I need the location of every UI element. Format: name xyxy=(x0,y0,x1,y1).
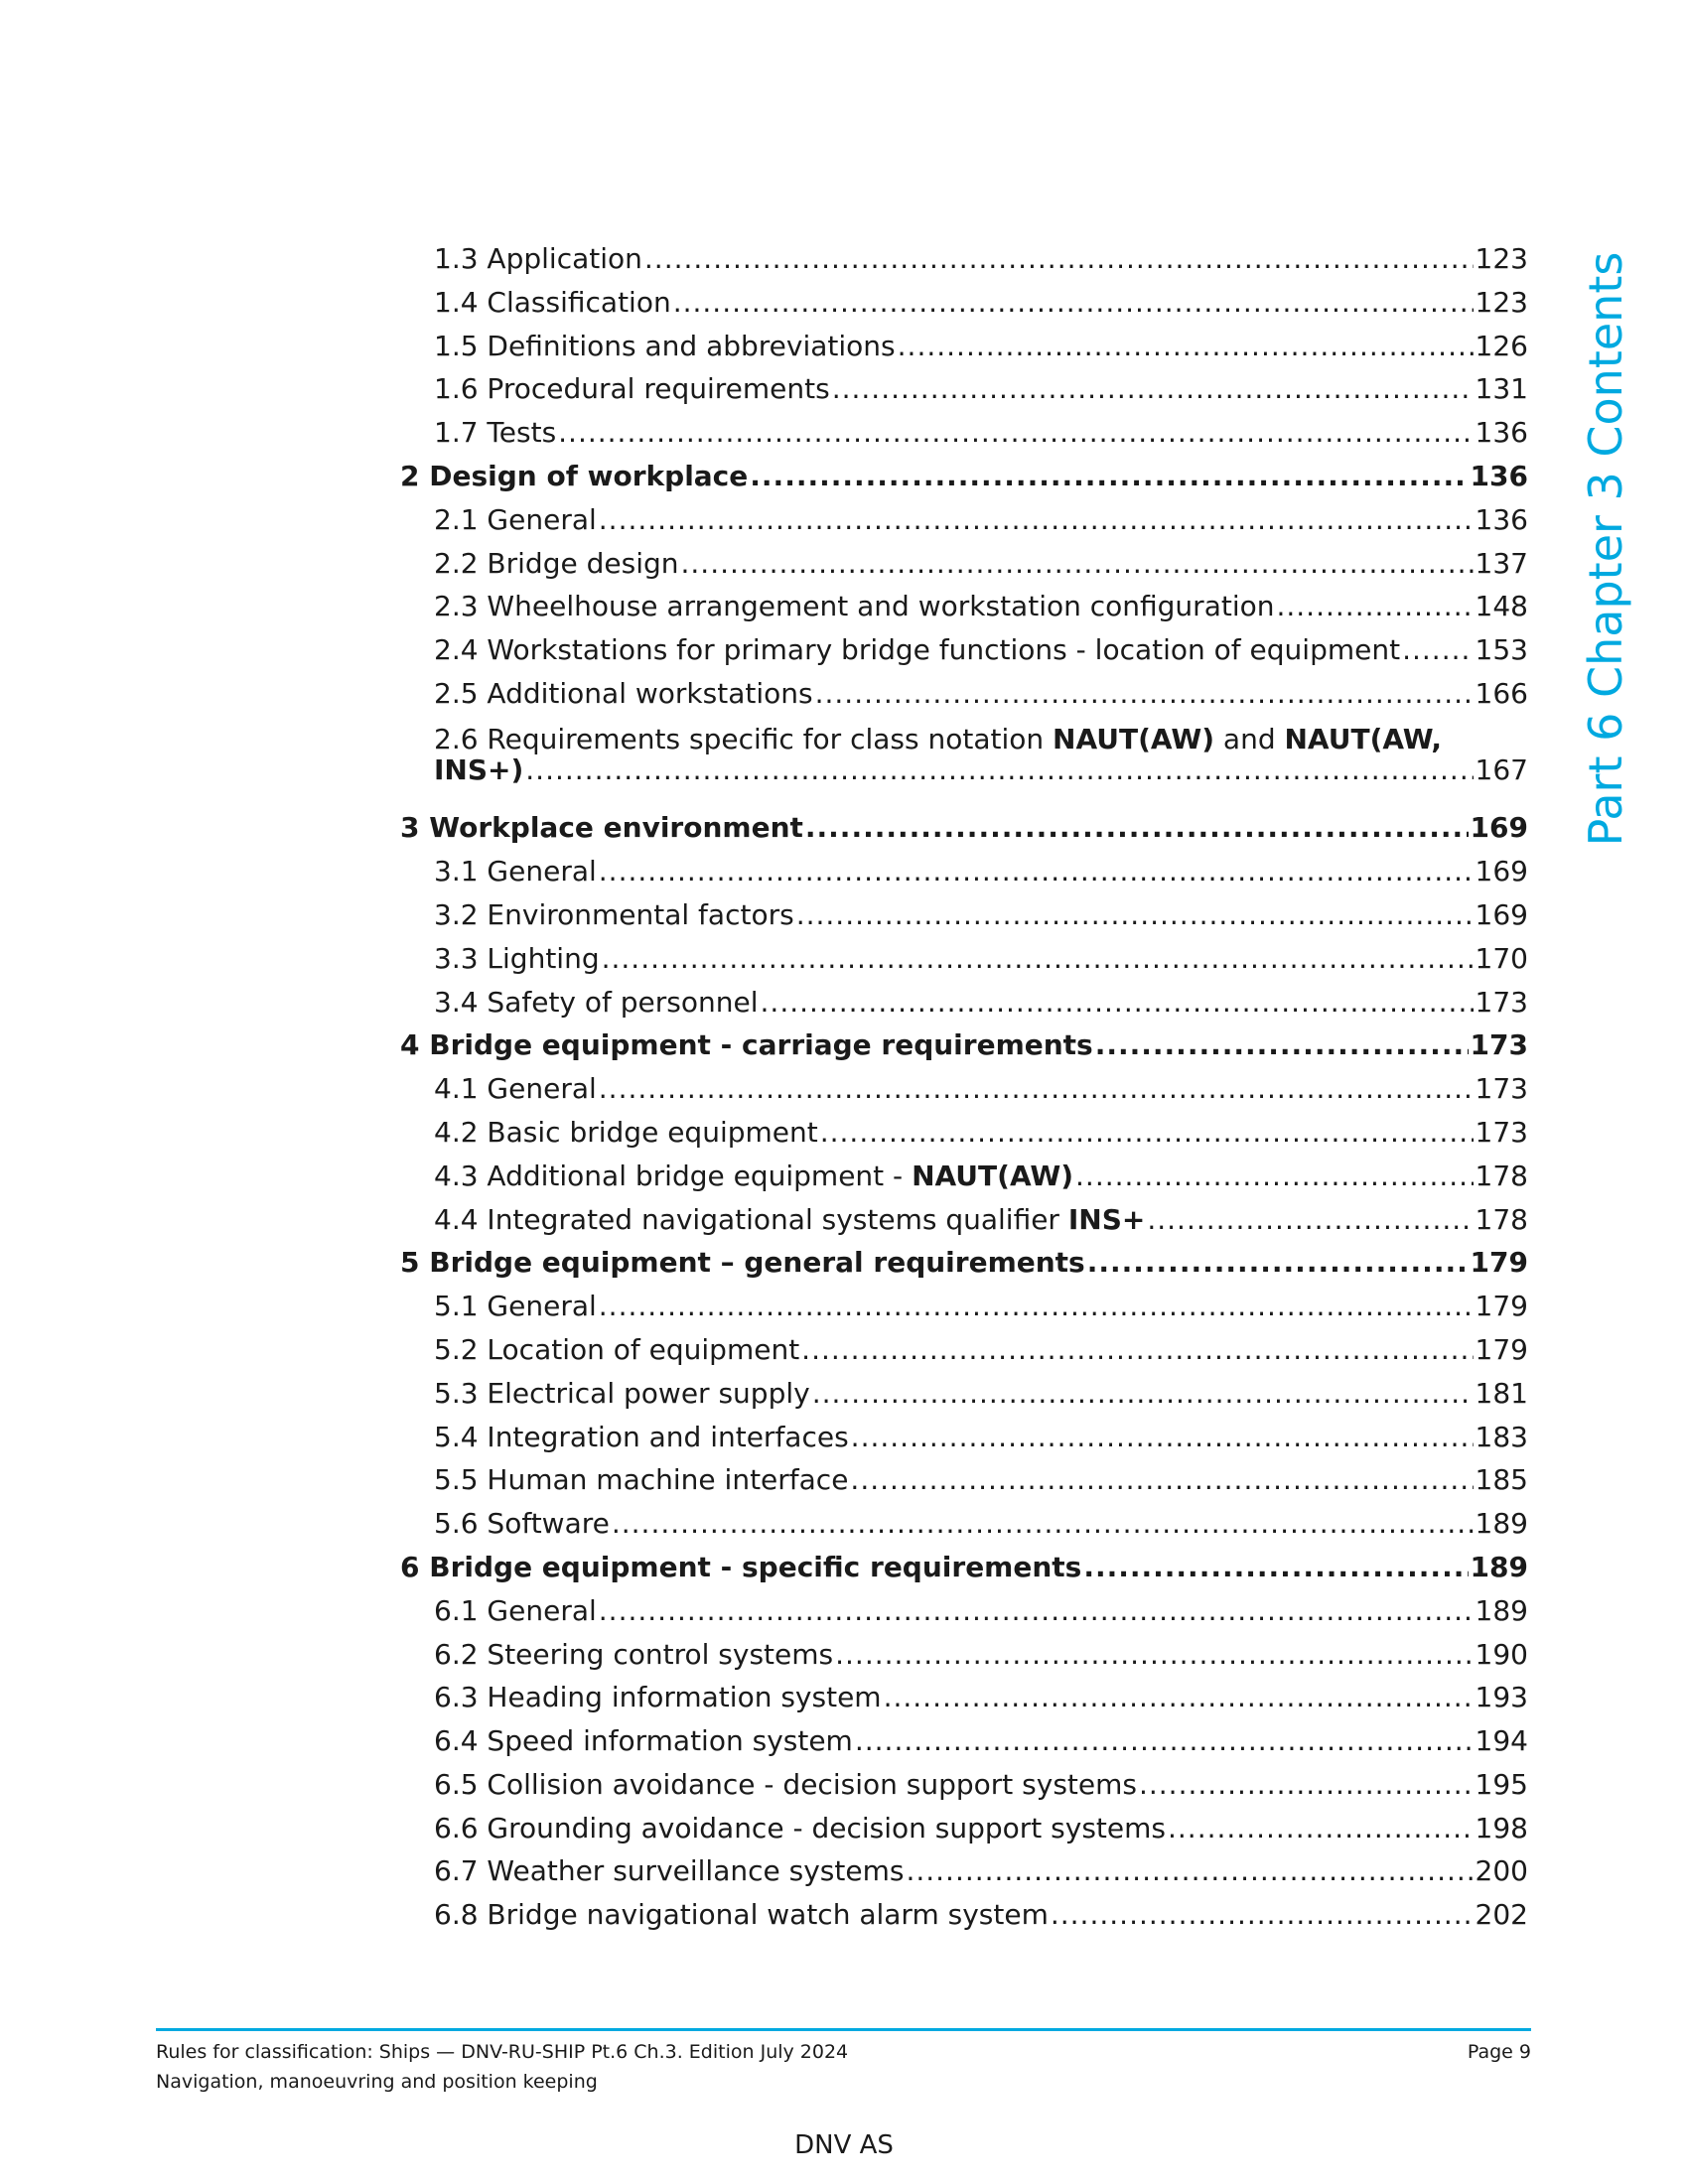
toc-entry[interactable] xyxy=(400,1812,1528,1855)
section-side-tab xyxy=(1579,251,1632,847)
dot-leader xyxy=(1276,590,1473,622)
toc-entry-text: 6.3 Heading information system xyxy=(434,1681,882,1714)
toc-section-heading[interactable] xyxy=(400,1028,1528,1072)
toc-page-number: 173 xyxy=(1475,985,1528,1019)
footer-page-number: Page 9 xyxy=(1467,2041,1531,2063)
dot-leader xyxy=(558,416,1473,449)
toc-entry[interactable] xyxy=(400,986,1528,1029)
dot-leader xyxy=(1051,1898,1474,1931)
dot-leader xyxy=(801,1333,1473,1366)
toc-entry-label xyxy=(434,242,642,275)
toc-entry-label xyxy=(400,1246,1085,1279)
toc-entry-label xyxy=(434,1898,1049,1931)
toc-entry-label xyxy=(434,1421,849,1453)
toc-entry-label xyxy=(434,1290,597,1322)
toc-entry-text: 3.3 Lighting xyxy=(434,941,600,975)
dot-leader xyxy=(796,898,1474,931)
toc-page-number: 167 xyxy=(1475,752,1528,786)
toc-page-number: 179 xyxy=(1475,1332,1528,1366)
toc-entry-text: 1.3 Application xyxy=(434,242,642,275)
toc-entry-text: 2 Design of workplace xyxy=(400,459,749,492)
dot-leader xyxy=(884,1681,1474,1713)
toc-entry[interactable] xyxy=(400,1290,1528,1333)
toc-entry-text: 2.2 Bridge design xyxy=(434,546,679,580)
toc-entry-text: 1.4 Classification xyxy=(434,285,671,319)
toc-entry-text: 2.6 Requirements specific for class notation xyxy=(434,722,1054,755)
class-notation: INS+ xyxy=(1067,1202,1146,1236)
toc-entry[interactable] xyxy=(400,1203,1528,1247)
toc-page-number: 179 xyxy=(1470,1246,1528,1280)
toc-entry-text: 5.6 Software xyxy=(434,1507,610,1541)
toc-entry[interactable] xyxy=(400,1768,1528,1812)
toc-entry-text: 3.4 Safety of personnel xyxy=(434,985,759,1019)
toc-entry-label xyxy=(434,1160,1073,1192)
toc-entry-text: 6.4 Speed information system xyxy=(434,1724,853,1758)
toc-entry-label xyxy=(434,1203,1145,1236)
dot-leader xyxy=(525,753,1473,786)
class-notation: NAUT(AW) xyxy=(912,1159,1074,1192)
toc-entry[interactable] xyxy=(400,286,1528,330)
dot-leader xyxy=(1147,1203,1473,1236)
toc-entry[interactable] xyxy=(400,416,1528,460)
toc-page-number: 170 xyxy=(1475,941,1528,975)
toc-page-number: 173 xyxy=(1475,1115,1528,1149)
toc-entry-text: 2.3 Wheelhouse arrangement and workstation configuration xyxy=(434,590,1275,623)
toc-entry-label xyxy=(434,547,679,580)
dot-leader xyxy=(820,1116,1474,1149)
toc-entry-text: 4.1 General xyxy=(434,1072,597,1106)
dot-leader xyxy=(599,855,1474,887)
toc-page-number: 181 xyxy=(1475,1376,1528,1410)
toc-entry-label xyxy=(434,1812,1166,1844)
toc-page-number: 190 xyxy=(1475,1637,1528,1671)
dot-leader xyxy=(1083,1551,1468,1583)
toc-page-number: 153 xyxy=(1475,633,1528,667)
toc-page-number: 131 xyxy=(1475,372,1528,406)
toc-section-heading[interactable] xyxy=(400,811,1528,855)
toc-entry[interactable] xyxy=(400,1116,1528,1160)
toc-page-number: 189 xyxy=(1470,1550,1528,1583)
dot-leader xyxy=(599,503,1474,536)
toc-entry-text: 1.5 Definitions and abbreviations xyxy=(434,329,896,362)
toc-entry-text: 3.1 General xyxy=(434,855,597,888)
side-tab-label: Part 6 Chapter 3 Contents xyxy=(1579,251,1632,847)
toc-entry-label xyxy=(434,1638,833,1671)
toc-page-number: 137 xyxy=(1475,546,1528,580)
toc-entry-label xyxy=(434,1507,610,1540)
toc-entry-label-line1 xyxy=(434,722,1528,755)
toc-page-number: 173 xyxy=(1475,1072,1528,1106)
dot-leader xyxy=(750,460,1468,492)
toc-entry-label xyxy=(434,1724,853,1757)
toc-entry[interactable] xyxy=(400,1463,1528,1507)
dot-leader xyxy=(898,330,1474,362)
toc-page-number: 169 xyxy=(1475,897,1528,931)
toc-page-number: 198 xyxy=(1475,1811,1528,1844)
dot-leader xyxy=(1087,1246,1469,1279)
toc-page-number: 189 xyxy=(1475,1507,1528,1541)
footer-divider xyxy=(156,2028,1531,2031)
toc-entry-label xyxy=(434,590,1274,622)
dot-leader xyxy=(1139,1768,1474,1801)
dot-leader xyxy=(812,1377,1474,1410)
toc-entry-text: 6.8 Bridge navigational watch alarm system xyxy=(434,1898,1049,1932)
dot-leader xyxy=(850,1463,1473,1496)
toc-entry-label xyxy=(434,1681,882,1713)
toc-entry[interactable] xyxy=(400,330,1528,373)
toc-entry[interactable] xyxy=(400,1160,1528,1203)
toc-entry-label xyxy=(434,330,896,362)
toc-page-number: 123 xyxy=(1475,285,1528,319)
toc-entry-label xyxy=(434,633,1400,666)
footer-company-name: DNV AS xyxy=(794,2130,894,2160)
toc-page-number: 178 xyxy=(1475,1159,1528,1192)
toc-page-number: 169 xyxy=(1475,855,1528,888)
dot-leader xyxy=(1095,1028,1469,1061)
toc-entry-text: 3 Workplace environment xyxy=(400,811,803,845)
toc-entry[interactable] xyxy=(400,855,1528,898)
toc-entry[interactable] xyxy=(400,1377,1528,1421)
toc-entry-label xyxy=(434,1333,799,1366)
toc-entry[interactable] xyxy=(400,242,1528,286)
dot-leader xyxy=(835,1638,1473,1671)
toc-entry[interactable] xyxy=(400,1333,1528,1377)
toc-entry-text: 5.3 Electrical power supply xyxy=(434,1376,810,1410)
dot-leader xyxy=(602,942,1474,975)
toc-page-number: 173 xyxy=(1470,1028,1528,1062)
toc-entry-label-line2 xyxy=(434,753,1528,797)
toc-entry-label xyxy=(434,372,830,405)
dot-leader xyxy=(805,811,1469,844)
toc-entry-text: 5.1 General xyxy=(434,1290,597,1323)
toc-entry[interactable] xyxy=(400,1854,1528,1898)
toc-entry-text: 5.2 Location of equipment xyxy=(434,1332,800,1366)
toc-entry-label xyxy=(434,503,597,536)
toc-page-number: 136 xyxy=(1470,459,1528,492)
toc-entry-label xyxy=(400,1551,1081,1583)
toc-entry-label xyxy=(434,1854,904,1887)
toc-page-number: 183 xyxy=(1475,1420,1528,1453)
toc-page-number: 202 xyxy=(1475,1898,1528,1932)
toc-entry[interactable] xyxy=(400,677,1528,721)
toc-entry[interactable] xyxy=(400,547,1528,591)
toc-entry[interactable] xyxy=(400,372,1528,416)
toc-entry-text: 4.3 Additional bridge equipment - xyxy=(434,1159,913,1192)
toc-entry-label xyxy=(434,1116,818,1149)
toc-section-heading[interactable] xyxy=(400,460,1528,503)
toc-entry-text: 2.4 Workstations for primary bridge functions - location of equipment xyxy=(434,633,1401,667)
toc-entry-text: and xyxy=(1214,722,1285,755)
toc-page-number: 194 xyxy=(1475,1724,1528,1758)
toc-entry[interactable] xyxy=(400,722,1528,812)
dot-leader xyxy=(1402,633,1473,666)
toc-entry-label xyxy=(434,1594,597,1627)
toc-page-number: 193 xyxy=(1475,1681,1528,1714)
toc-entry-text: 1.6 Procedural requirements xyxy=(434,372,830,406)
dot-leader xyxy=(612,1507,1474,1540)
class-notation: NAUT(AW, xyxy=(1284,722,1443,755)
toc-page-number: 185 xyxy=(1475,1463,1528,1497)
footer-subtitle-line: Navigation, manoeuvring and position keeping xyxy=(156,2071,598,2093)
dot-leader xyxy=(599,1594,1474,1627)
dot-leader xyxy=(815,677,1474,710)
toc-page-number: 200 xyxy=(1475,1854,1528,1888)
footer-title-line: Rules for classification: Ships — DNV-RU-SHIP Pt.6 Ch.3. Edition July 2024 xyxy=(156,2041,849,2063)
toc-entry-label xyxy=(400,1028,1093,1061)
toc-entry[interactable] xyxy=(400,1507,1528,1551)
class-notation: NAUT(AW) xyxy=(1053,722,1215,755)
toc-entry[interactable] xyxy=(400,1594,1528,1638)
toc-section-heading[interactable] xyxy=(400,1551,1528,1594)
toc-entry-label xyxy=(434,286,671,319)
toc-entry-label xyxy=(400,811,803,844)
toc-entry-text: 5.5 Human machine interface xyxy=(434,1463,849,1497)
dot-leader xyxy=(832,372,1474,405)
toc-entry[interactable] xyxy=(400,1681,1528,1724)
toc-entry-label xyxy=(434,898,794,931)
toc-entry-text: 2.5 Additional workstations xyxy=(434,676,813,710)
toc-entry-label xyxy=(434,1768,1137,1801)
toc-entry-text: 4.4 Integrated navigational systems qualifier xyxy=(434,1202,1068,1236)
dot-leader xyxy=(906,1854,1473,1887)
dot-leader xyxy=(1168,1812,1474,1844)
toc-entry[interactable] xyxy=(400,898,1528,942)
toc-entry-text: 6.1 General xyxy=(434,1593,597,1627)
toc-page-number: 123 xyxy=(1475,242,1528,275)
toc-entry-text: 4 Bridge equipment - carriage requirements xyxy=(400,1028,1093,1062)
dot-leader xyxy=(673,286,1474,319)
toc-entry[interactable] xyxy=(400,633,1528,677)
dot-leader xyxy=(1075,1160,1474,1192)
toc-section-heading[interactable] xyxy=(400,1246,1528,1290)
dot-leader xyxy=(855,1724,1474,1757)
toc-entry-text: 3.2 Environmental factors xyxy=(434,897,794,931)
toc-page-number: 169 xyxy=(1470,811,1528,845)
toc-entry-label xyxy=(400,460,748,492)
toc-entry[interactable] xyxy=(400,942,1528,986)
toc-entry[interactable] xyxy=(400,1421,1528,1464)
toc-entry-label xyxy=(434,416,556,449)
toc-entry-label xyxy=(434,1072,597,1105)
class-notation: INS+) xyxy=(434,752,524,786)
dot-leader xyxy=(761,986,1474,1019)
toc-entry[interactable] xyxy=(400,503,1528,547)
toc-entry-label xyxy=(434,1377,810,1410)
table-of-contents xyxy=(400,242,1528,1942)
toc-entry-text: 6.5 Collision avoidance - decision support systems xyxy=(434,1767,1137,1801)
toc-entry-text: 6.6 Grounding avoidance - decision support systems xyxy=(434,1811,1166,1844)
toc-entry-label xyxy=(434,986,759,1019)
toc-page-number: 179 xyxy=(1475,1290,1528,1323)
toc-entry-text: 6.7 Weather surveillance systems xyxy=(434,1854,905,1888)
dot-leader xyxy=(599,1072,1474,1105)
toc-entry[interactable] xyxy=(400,1638,1528,1682)
toc-entry-text: 4.2 Basic bridge equipment xyxy=(434,1115,818,1149)
toc-page-number: 195 xyxy=(1475,1767,1528,1801)
toc-page-number: 136 xyxy=(1475,416,1528,450)
toc-entry-label xyxy=(434,677,813,710)
toc-entry-text: 1.7 Tests xyxy=(434,416,557,450)
toc-page-number: 126 xyxy=(1475,329,1528,362)
dot-leader xyxy=(599,1290,1474,1322)
toc-page-number: 136 xyxy=(1475,502,1528,536)
toc-entry[interactable] xyxy=(400,590,1528,633)
toc-entry[interactable] xyxy=(400,1072,1528,1116)
toc-entry-label xyxy=(434,855,597,887)
toc-entry-text: 2.1 General xyxy=(434,502,597,536)
toc-page-number: 166 xyxy=(1475,676,1528,710)
dot-leader xyxy=(644,242,1474,275)
toc-page-number: 148 xyxy=(1475,590,1528,623)
toc-entry-text: 6.2 Steering control systems xyxy=(434,1637,834,1671)
toc-entry-text: 5 Bridge equipment – general requirements xyxy=(400,1246,1085,1280)
footer-document-info xyxy=(156,2037,848,2097)
dot-leader xyxy=(681,547,1474,580)
toc-entry[interactable] xyxy=(400,1724,1528,1768)
toc-entry-text: 6 Bridge equipment - specific requirements xyxy=(400,1550,1082,1583)
toc-entry[interactable] xyxy=(400,1898,1528,1942)
toc-entry-text: 5.4 Integration and interfaces xyxy=(434,1420,849,1453)
toc-entry-label xyxy=(434,942,600,975)
toc-page-number: 178 xyxy=(1475,1202,1528,1236)
dot-leader xyxy=(851,1421,1474,1453)
toc-page-number: 189 xyxy=(1475,1593,1528,1627)
toc-entry-label xyxy=(434,1463,848,1496)
